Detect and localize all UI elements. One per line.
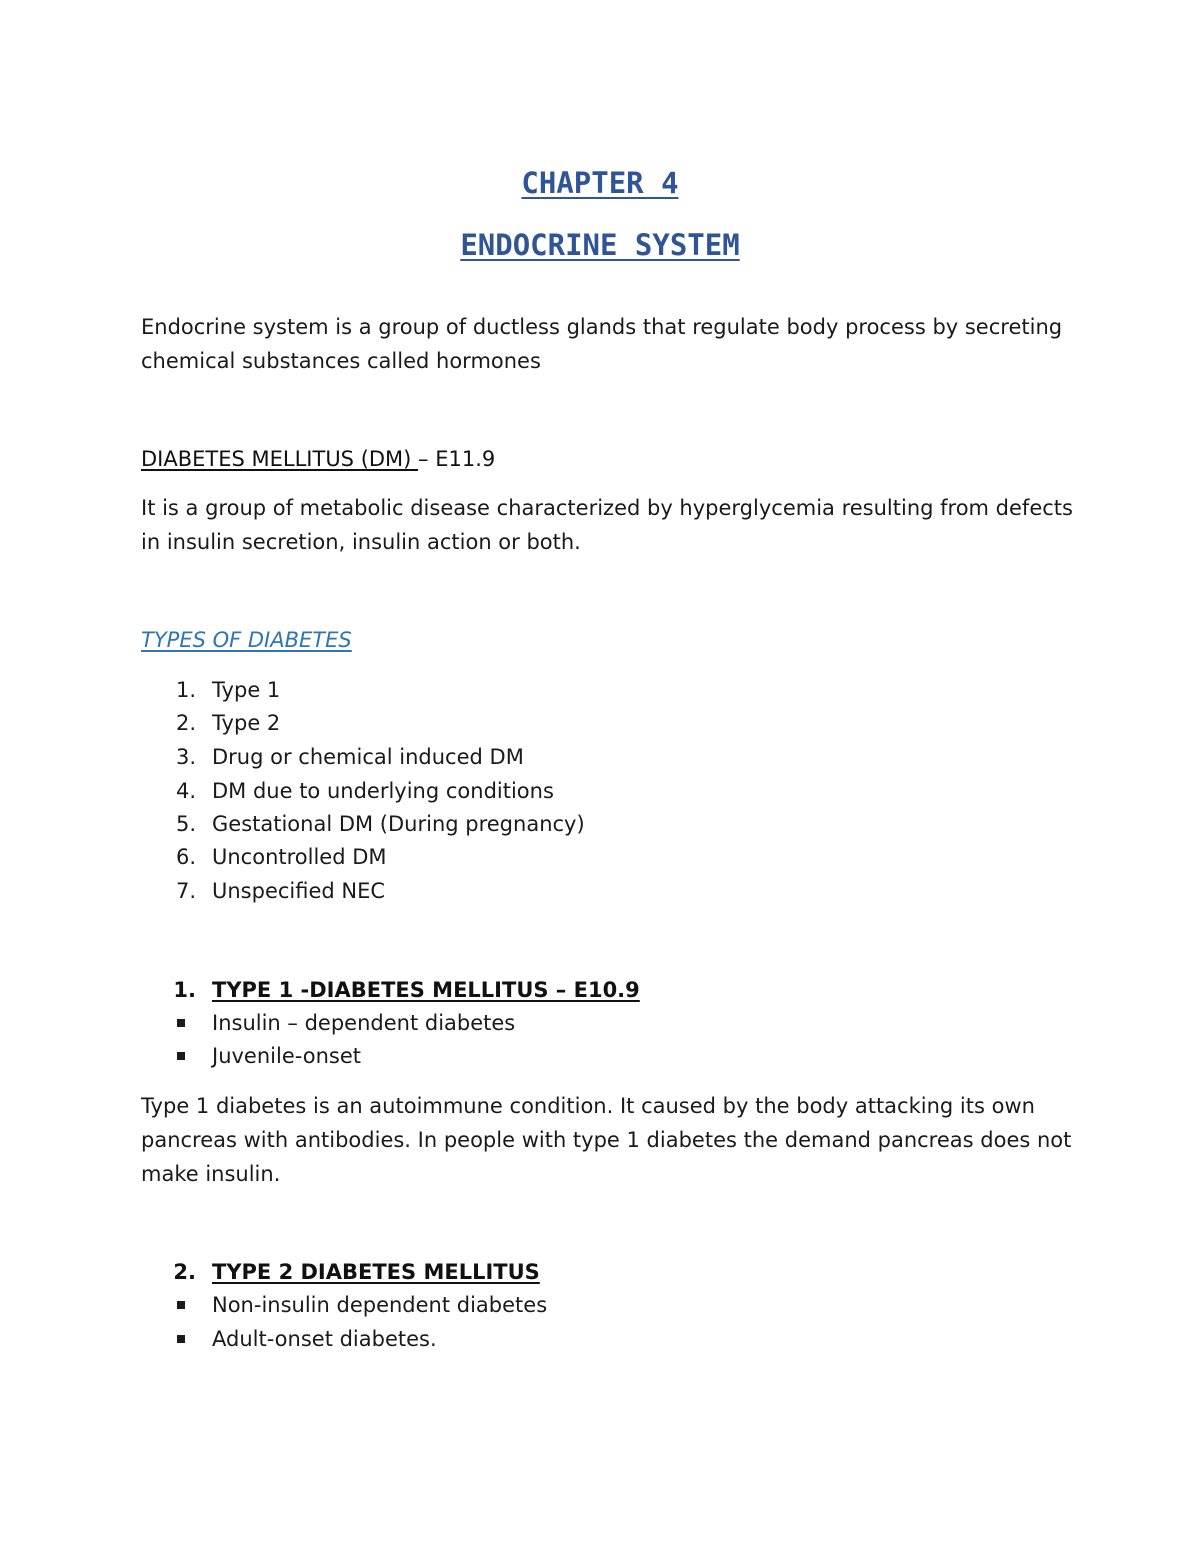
list-item: Uncontrolled DM [212,845,387,869]
type2-heading [212,1260,540,1284]
bullet-square-icon [177,1019,185,1027]
list-item: DM due to underlying conditions [212,779,554,803]
dm-heading-title: DIABETES MELLITUS (DM) [141,447,419,471]
intro-line-1: Endocrine system is a group of ductless glands that regulate body process by secreting [141,315,1063,339]
chapter-title: CHAPTER 4 [521,166,679,200]
chapter-subtitle: ENDOCRINE SYSTEM [460,228,740,262]
list-item-number: 6. [175,845,196,869]
bullet-square-icon [177,1301,185,1309]
dm-heading [141,447,495,471]
bullet-square-icon [177,1052,185,1060]
type1-heading-text: TYPE 1 -DIABETES MELLITUS – E10.9 [212,978,640,1002]
type2-bullet: Non-insulin dependent diabetes [212,1293,548,1317]
type2-heading-text: TYPE 2 DIABETES MELLITUS [212,1260,540,1284]
list-item: Unspecified NEC [212,879,386,903]
list-item: Gestational DM (During pregnancy) [212,812,585,836]
list-item-number: 1. [175,678,196,702]
bullet-square-icon [177,1335,185,1343]
list-item: Type 1 [212,678,281,702]
type1-bullet: Juvenile-onset [212,1044,361,1068]
list-item-number: 3. [175,745,196,769]
type1-description-line-2: pancreas with antibodies. In people with type 1 diabetes the demand pancreas does not [141,1128,1072,1152]
type1-description-line-1: Type 1 diabetes is an autoimmune condition. It caused by the body attacking its own [141,1094,1035,1118]
list-item-number: 4. [175,779,196,803]
type1-description-line-3: make insulin. [141,1162,281,1186]
type2-number: 2. [173,1260,196,1284]
list-item-number: 2. [175,711,196,735]
intro-line-2: chemical substances called hormones [141,349,541,373]
type2-bullet: Adult-onset diabetes. [212,1327,437,1351]
list-item: Drug or chemical induced DM [212,745,524,769]
types-heading: TYPES OF DIABETES [141,628,352,652]
dm-definition-line-2: in insulin secretion, insulin action or both. [141,530,581,554]
list-item: Type 2 [212,711,281,735]
list-item-number: 7. [175,879,196,903]
dm-definition-line-1: It is a group of metabolic disease characterized by hyperglycemia resulting from defects [141,496,1073,520]
list-item-number: 5. [175,812,196,836]
type1-bullet: Insulin – dependent diabetes [212,1011,516,1035]
type1-heading [212,978,640,1002]
type1-number: 1. [173,978,196,1002]
dm-heading-code: – E11.9 [418,447,496,471]
